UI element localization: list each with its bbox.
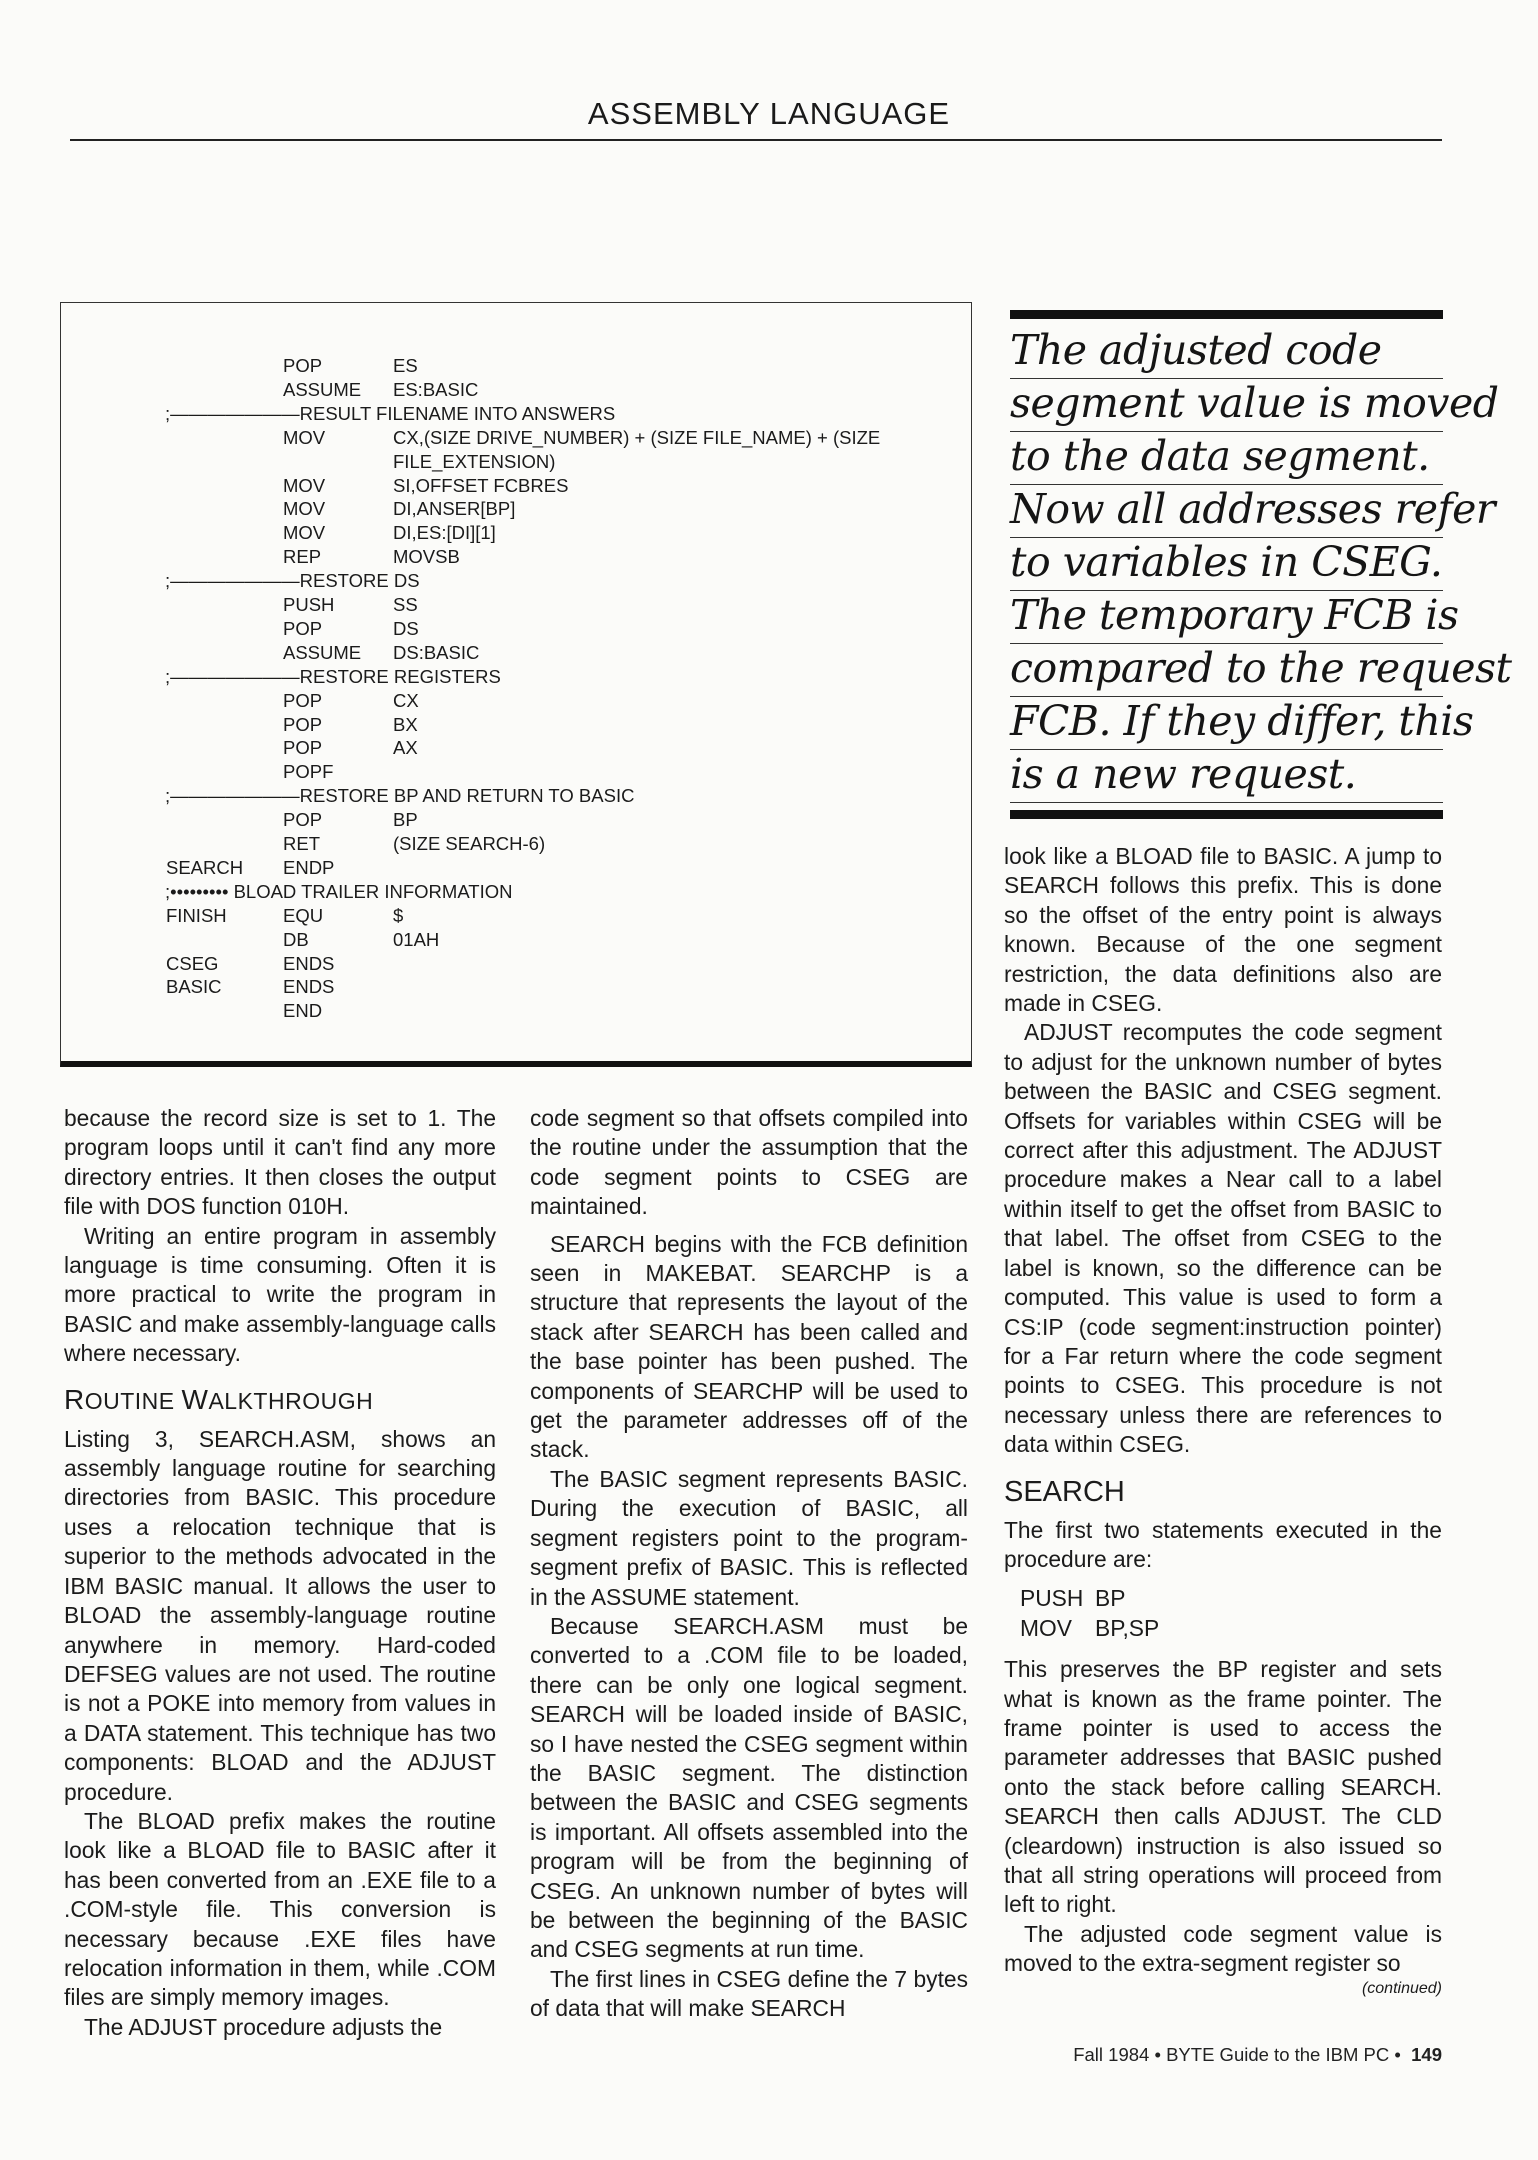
- footer-bullet: •: [1154, 2044, 1161, 2065]
- listing-operand: CX: [393, 689, 419, 711]
- listing-opcode: ENDP: [283, 856, 335, 878]
- listing-opcode: DB: [283, 928, 309, 950]
- pullquote-line: The temporary FCB is: [1010, 590, 1443, 644]
- paragraph: SEARCH begins with the FCB definition seen in MAKEBAT. SEARCHP is a structure that represents the layout of the stack after SEARCH has been called and the base pointer has been pushed. The components of SEARCHP will be used to get the parameter addresses off of the stack.: [530, 1230, 968, 1463]
- pullquote-bottom-bar: [1010, 810, 1443, 819]
- code-line: MOV BP,SP: [1020, 1614, 1160, 1641]
- listing-opcode: ENDS: [283, 952, 335, 974]
- page-number: 149: [1411, 2044, 1442, 2065]
- listing-comment: ;———————RESTORE REGISTERS: [165, 665, 501, 687]
- listing-label: CSEG: [166, 952, 219, 974]
- pullquote-line: compared to the request: [1010, 643, 1443, 697]
- listing-opcode: RET: [283, 833, 320, 854]
- listing-comment: ;••••••••• BLOAD TRAILER INFORMATION: [165, 880, 513, 902]
- listing-opcode: END: [283, 1000, 323, 1022]
- listing-operand: CX,(SIZE DRIVE_NUMBER) + (SIZE FILE_NAME) + (SIZE: [393, 426, 881, 448]
- listing-operand: BX: [393, 713, 418, 735]
- listing-operand: DI,ANSER[BP]: [393, 498, 516, 520]
- page-footer: [1073, 2044, 1442, 2066]
- paragraph: The first lines in CSEG define the 7 bytes of data that will make SEARCH: [530, 1965, 968, 2022]
- pullquote-line: FCB. If they differ, this: [1010, 696, 1443, 750]
- listing-operand: (SIZE SEARCH-6): [393, 833, 546, 854]
- paragraph: The first two statements executed in the procedure are:: [1004, 1516, 1442, 1572]
- continued-note: (continued): [1361, 1979, 1442, 1997]
- paragraph: code segment so that offsets compiled into the routine under the assumption that the code segment points to CSEG are maintained.: [530, 1105, 968, 1220]
- footer-issue: Fall 1984: [1073, 2044, 1150, 2065]
- paragraph: This preserves the BP register and sets what is known as the frame pointer. The frame pointer is used to access the parameter addresses that BASIC pushed onto the stack before calling SEARCH. SEARCH then calls ADJUST. The CLD (cleardown) instruction is also issued so that all string operations will proceed from left to right.: [1004, 1656, 1442, 1918]
- pullquote-line: to variables in CSEG.: [1010, 537, 1443, 591]
- footer-bullet: •: [1394, 2044, 1401, 2065]
- listing-operand: DS: [393, 617, 419, 639]
- footer-publication: BYTE Guide to the IBM PC: [1166, 2044, 1390, 2065]
- listing-operand: SI,OFFSET FCBRES: [393, 474, 569, 496]
- listing-operand: DI,ES:[DI][1]: [393, 522, 496, 544]
- paragraph: Listing 3, SEARCH.ASM, shows an assembly language routine for searching directories from BASIC. This procedure uses a relocation technique that is superior to the methods advocated in the IBM BASIC manual. It allows the user to BLOAD the assembly-language routine anywhere in memory. Hard-coded DEFSEG values are not used. The routine is not a POKE into memory from values in a DATA statement. This technique has two components: BLOAD and the ADJUST procedure.: [64, 1425, 496, 1805]
- pullquote-top-bar: [1010, 310, 1443, 319]
- listing-opcode: POP: [283, 617, 323, 639]
- listing-opcode: POP: [283, 713, 323, 735]
- running-header: ASSEMBLY LANGUAGE: [587, 96, 951, 131]
- text-column-1: [64, 1104, 496, 2042]
- inline-code: [1020, 1584, 1442, 1643]
- listing-label: FINISH: [166, 904, 227, 926]
- paragraph: Writing an entire program in assembly language is time consuming. Often it is more practical to write the program in BASIC and make assembly-language calls where necessary.: [64, 1222, 496, 1367]
- paragraph: The BASIC segment represents BASIC. During the execution of BASIC, all segment registers point to the program-segment prefix of BASIC. This is reflected in the ASSUME statement.: [530, 1465, 968, 1610]
- pullquote-line: segment value is moved: [1010, 378, 1443, 432]
- pullquote-line: is a new request.: [1010, 749, 1443, 803]
- text-column-3: [1004, 842, 1442, 1999]
- paragraph: The ADJUST procedure adjusts the: [84, 2013, 443, 2040]
- header-rule: [70, 139, 1442, 141]
- listing-label: SEARCH: [166, 856, 244, 878]
- listing-comment: ;———————RESTORE DS: [165, 570, 420, 592]
- listing-comment: ;———————RESTORE BP AND RETURN TO BASIC: [165, 785, 635, 807]
- paragraph: because the record size is set to 1. The program loops until it can't find any more directory entries. It then closes the output file with DOS function 010H.: [64, 1105, 496, 1220]
- listing-opcode: POP: [283, 689, 323, 711]
- listing-opcode: POP: [283, 809, 323, 831]
- paragraph: look like a BLOAD file to BASIC. A jump to SEARCH follows this prefix. This is done so the offset of the entry point is always known. Because of the one segment restriction, the data definitions also are made in CSEG.: [1004, 843, 1442, 1017]
- paragraph: The adjusted code segment value is moved to the extra-segment register so: [1004, 1920, 1442, 1977]
- code-line: PUSH BP: [1020, 1585, 1126, 1612]
- listing-operand: ES:BASIC: [393, 378, 479, 400]
- listing-opcode: MOV: [283, 522, 326, 544]
- listing-operand: MOVSB: [393, 546, 460, 568]
- listing-opcode: POP: [283, 737, 323, 759]
- listing-comment: ;———————RESULT FILENAME INTO ANSWERS: [165, 402, 616, 424]
- listing-opcode: MOV: [283, 474, 326, 496]
- listing-opcode: REP: [283, 546, 322, 568]
- listing-opcode: MOV: [283, 426, 326, 448]
- code-listing: [60, 302, 972, 1067]
- listing-operand: 01AH: [393, 928, 440, 950]
- section-heading-routine-walkthrough: ROUTINE WALKTHROUGH: [64, 1383, 374, 1415]
- text-column-2: [530, 1104, 968, 2024]
- listing-label: BASIC: [166, 976, 222, 998]
- paragraph: The BLOAD prefix makes the routine look like a BLOAD file to BASIC after it has been converted from an .EXE file to a .COM-style file. This conversion is necessary because .EXE files have relocation information in them, while .COM files are simply memory images.: [64, 1807, 496, 2011]
- listing-opcode: POPF: [283, 761, 334, 783]
- listing-opcode: ASSUME: [283, 378, 362, 400]
- listing-opcode: PUSH: [283, 594, 335, 615]
- listing-operand: $: [393, 904, 404, 926]
- pullquote-line: Now all addresses refer: [1010, 484, 1443, 538]
- listing-opcode: ASSUME: [283, 641, 362, 663]
- listing-operand: AX: [393, 737, 418, 759]
- pullquote-line: The adjusted code: [1010, 325, 1443, 379]
- paragraph: Because SEARCH.ASM must be converted to a .COM file to be loaded, there can be only one logical segment. SEARCH will be loaded inside of BASIC, so I have nested the CSEG segment within the BASIC segment. The distinction between the BASIC and CSEG segments is important. All offsets assembled into the program will be from the beginning of CSEG. An unknown number of bytes will be between the beginning of the BASIC and CSEG segments at run time.: [530, 1612, 968, 1963]
- listing-opcode: EQU: [283, 904, 324, 926]
- listing-opcode: MOV: [283, 498, 326, 520]
- listing-operand: FILE_EXTENSION): [393, 450, 556, 472]
- listing-operand: BP: [393, 809, 418, 831]
- pullquote-line: to the data segment.: [1010, 431, 1443, 485]
- listing-opcode: ENDS: [283, 976, 335, 998]
- listing-operand: ES: [393, 355, 418, 376]
- paragraph: ADJUST recomputes the code segment to adjust for the unknown number of bytes between the BASIC and CSEG segment. Offsets for variables within CSEG will be correct after this adjustment. The ADJUST procedure makes a Near call to a label within itself to get the offset from BASIC to that label. The offset from CSEG to the label is known, so the difference can be computed. This value is used to form a CS:IP (code segment:instruction pointer) for a Far return where the code segment points to CSEG. This procedure is not necessary unless there are references to data within CSEG.: [1004, 1019, 1442, 1458]
- listing-operand: SS: [393, 594, 418, 615]
- listing-opcode: POP: [283, 355, 323, 376]
- section-heading-search: SEARCH: [1004, 1475, 1125, 1508]
- listing-operand: DS:BASIC: [393, 641, 480, 663]
